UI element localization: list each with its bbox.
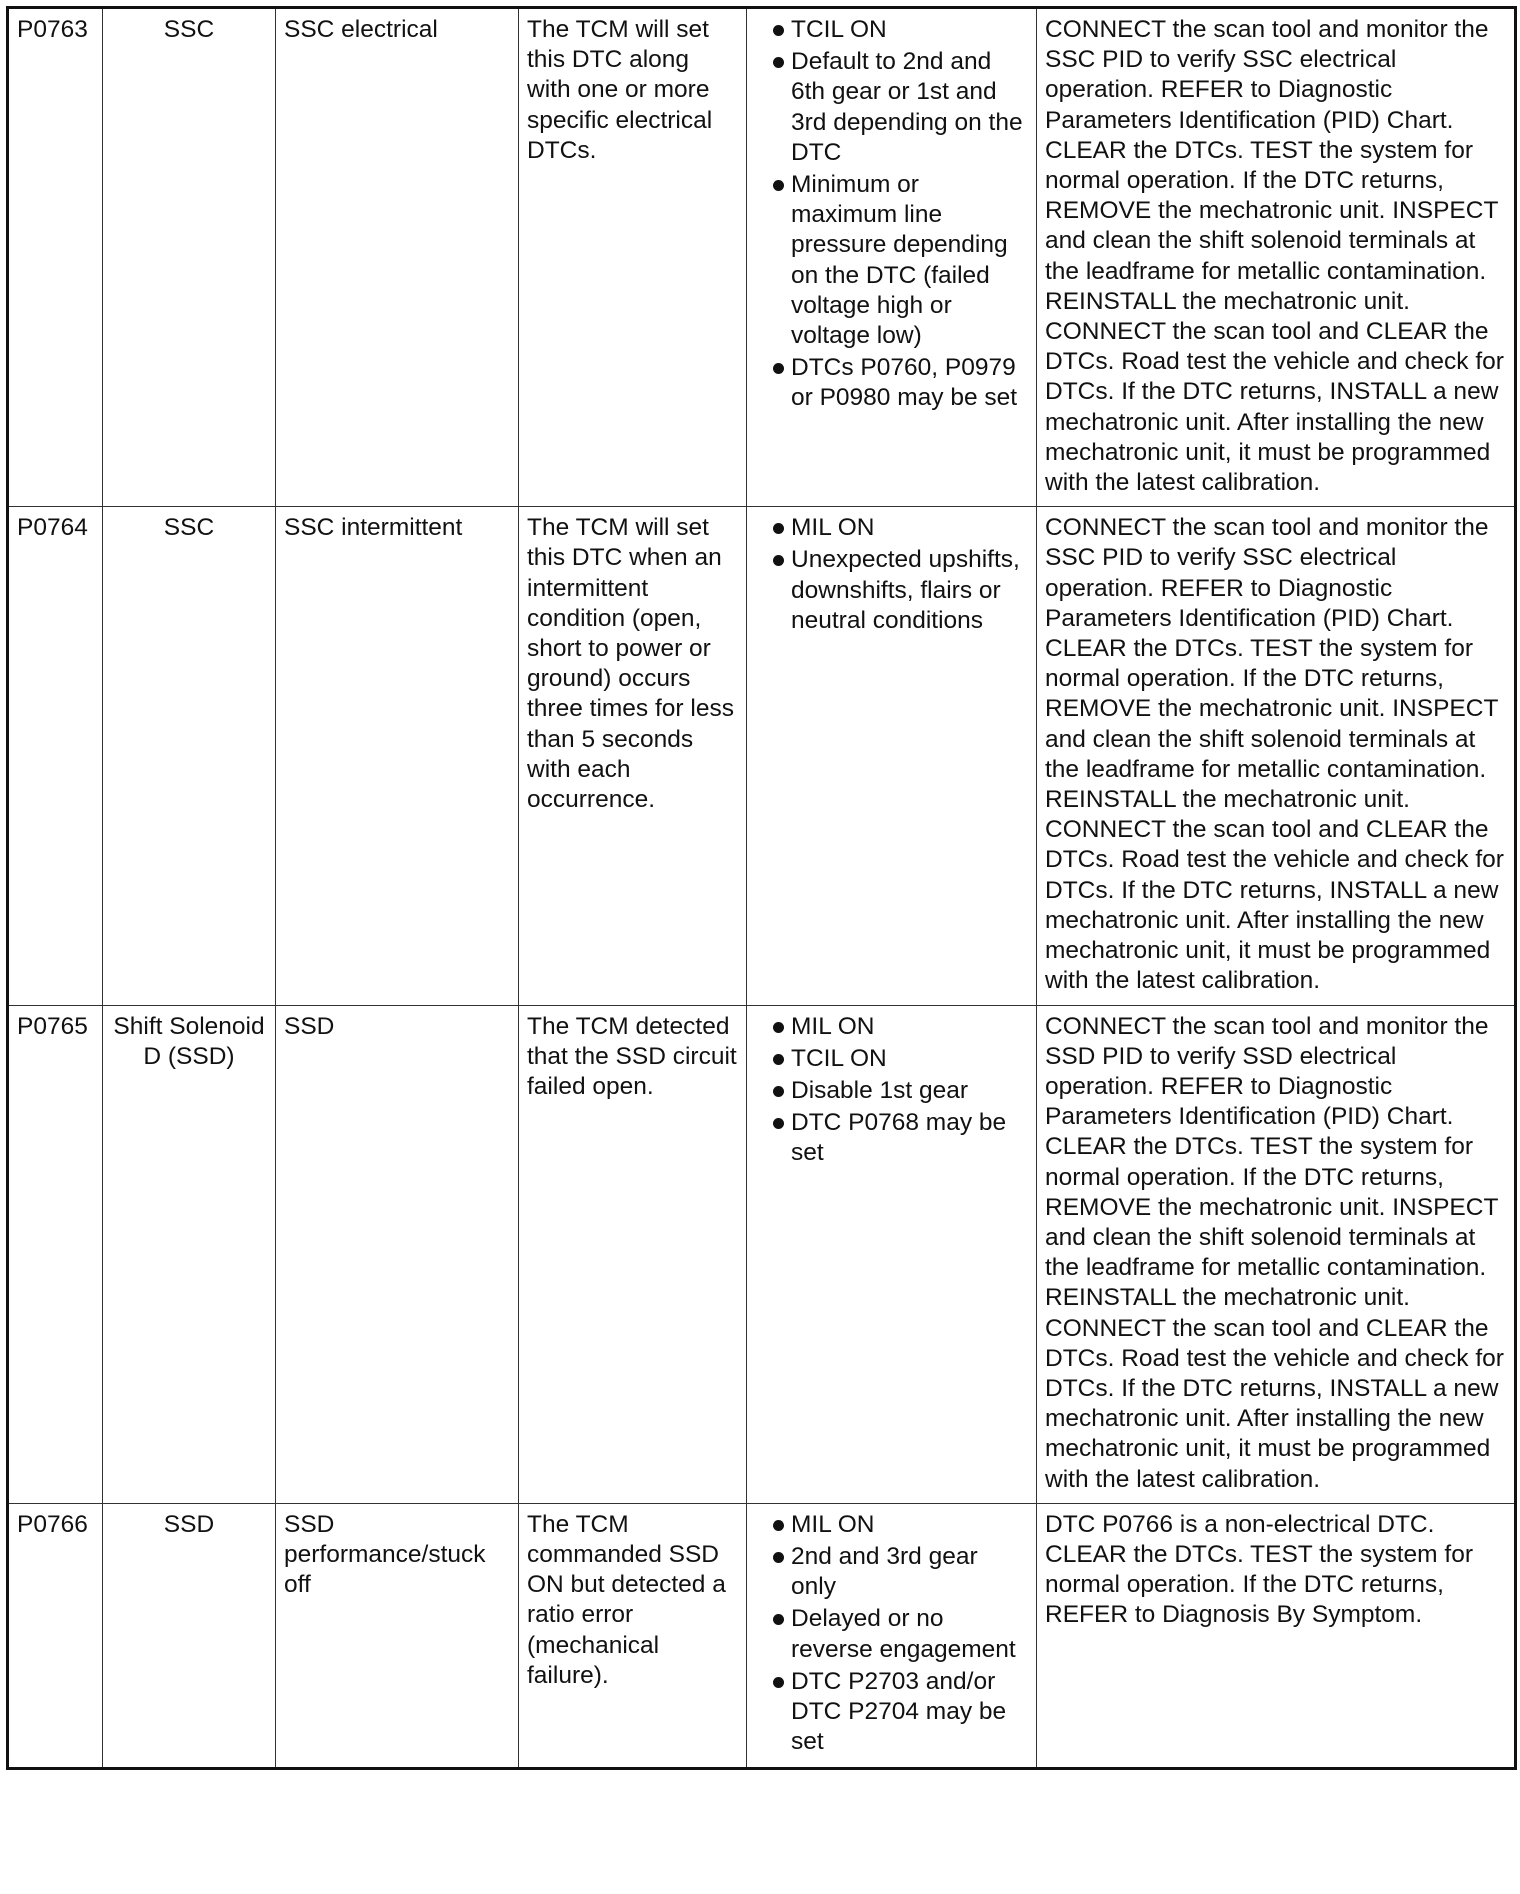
bullet-icon: [773, 1520, 784, 1531]
action: CONNECT the scan tool and monitor the SSC PID to verify SSC electrical operation. REFER to Diagnostic Parameters Identification (PID) Chart. CLEAR the DTCs. TEST the system for normal operation. If the DTC returns, REMOVE the mechatronic unit. INSPECT and clean the shift solenoid terminals at the leadframe for metallic contamination. REINSTALL the mechatronic unit. CONNECT the scan tool and CLEAR the DTCs. Road test the vehicle and check for DTCs. If the DTC returns, INSTALL a new mechatronic unit. After installing the new mechatronic unit, it must be programmed with the latest calibration.: [1037, 8, 1516, 507]
symptom-list: [755, 1012, 1028, 1169]
list-item: [755, 1012, 1028, 1042]
dtc-description: SSD performance/stuck off: [276, 1503, 519, 1769]
list-item: [755, 353, 1028, 413]
symptom-text: Disable 1st gear: [791, 1076, 969, 1104]
list-item: [755, 170, 1028, 351]
table-row: [8, 507, 1516, 1005]
dtc-description: SSC electrical: [276, 8, 519, 507]
list-item: [755, 545, 1028, 636]
dtc-code: P0763: [8, 8, 103, 507]
bullet-icon: [773, 555, 784, 566]
symptom-text: TCIL ON: [791, 16, 887, 43]
list-item: [755, 1108, 1028, 1168]
symptom-text: MIL ON: [791, 1012, 875, 1040]
bullet-icon: [773, 1118, 784, 1129]
bullet-icon: [773, 1086, 784, 1097]
dtc-code: P0764: [8, 507, 103, 1005]
symptoms-cell: [747, 1005, 1037, 1503]
condition: The TCM will set this DTC when an intermittent condition (open, short to power or ground) occurs three times for less than 5 seconds with each occurrence.: [519, 507, 747, 1005]
component: SSC: [103, 8, 276, 507]
table-row: [8, 8, 1516, 507]
symptom-list: [755, 15, 1028, 414]
action: CONNECT the scan tool and monitor the SSD PID to verify SSD electrical operation. REFER to Diagnostic Parameters Identification (PID) Chart. CLEAR the DTCs. TEST the system for normal operation. If the DTC returns, REMOVE the mechatronic unit. INSPECT and clean the shift solenoid terminals at the leadframe for metallic contamination. REINSTALL the mechatronic unit. CONNECT the scan tool and CLEAR the DTCs. Road test the vehicle and check for DTCs. If the DTC returns, INSTALL a new mechatronic unit. After installing the new mechatronic unit, it must be programmed with the latest calibration.: [1037, 1005, 1516, 1503]
bullet-icon: [773, 363, 784, 374]
dtc-code: P0765: [8, 1005, 103, 1503]
component: Shift Solenoid D (SSD): [103, 1005, 276, 1503]
list-item: [755, 1667, 1028, 1758]
list-item: [755, 1044, 1028, 1074]
list-item: [755, 513, 1028, 543]
list-item: [755, 1604, 1028, 1664]
bullet-icon: [773, 1022, 784, 1033]
bullet-icon: [773, 523, 784, 534]
symptoms-cell: [747, 1503, 1037, 1769]
condition: The TCM detected that the SSD circuit failed open.: [519, 1005, 747, 1503]
dtc-description: SSD: [276, 1005, 519, 1503]
dtc-description: SSC intermittent: [276, 507, 519, 1005]
symptom-text: Delayed or no reverse engagement: [791, 1605, 1016, 1663]
bullet-icon: [773, 180, 784, 191]
bullet-icon: [773, 25, 784, 36]
condition: The TCM will set this DTC along with one or more specific electrical DTCs.: [519, 8, 747, 507]
symptoms-cell: [747, 8, 1037, 507]
symptom-list: [755, 1510, 1028, 1758]
list-item: [755, 1542, 1028, 1602]
symptom-text: MIL ON: [791, 514, 875, 542]
condition: The TCM commanded SSD ON but detected a ratio error (mechanical failure).: [519, 1503, 747, 1769]
symptom-text: DTCs P0760, P0979 or P0980 may be set: [791, 354, 1018, 412]
dtc-code: P0766: [8, 1503, 103, 1769]
list-item: [755, 47, 1028, 168]
list-item: [755, 15, 1028, 45]
symptoms-cell: [747, 507, 1037, 1005]
symptom-text: 2nd and 3rd gear only: [791, 1542, 978, 1601]
symptom-text: Minimum or maximum line pressure depending on the DTC (failed voltage high or voltage low): [791, 171, 1008, 350]
symptom-text: TCIL ON: [791, 1044, 887, 1072]
list-item: [755, 1510, 1028, 1540]
symptom-text: DTC P2703 and/or DTC P2704 may be set: [791, 1667, 1007, 1756]
bullet-icon: [773, 1677, 784, 1688]
component: SSC: [103, 507, 276, 1005]
bullet-icon: [773, 57, 784, 68]
symptom-text: Unexpected upshifts, downshifts, flairs or neutral conditions: [791, 546, 1020, 634]
symptom-text: Default to 2nd and 6th gear or 1st and 3rd depending on the DTC: [791, 48, 1023, 166]
action: DTC P0766 is a non-electrical DTC. CLEAR the DTCs. TEST the system for normal operation. If the DTC returns, REFER to Diagnosis By Symptom.: [1037, 1503, 1516, 1769]
bullet-icon: [773, 1552, 784, 1563]
bullet-icon: [773, 1614, 784, 1625]
symptom-text: DTC P0768 may be set: [791, 1109, 1007, 1167]
action: CONNECT the scan tool and monitor the SSC PID to verify SSC electrical operation. REFER to Diagnostic Parameters Identification (PID) Chart. CLEAR the DTCs. TEST the system for normal operation. If the DTC returns, REMOVE the mechatronic unit. INSPECT and clean the shift solenoid terminals at the leadframe for metallic contamination. REINSTALL the mechatronic unit. CONNECT the scan tool and CLEAR the DTCs. Road test the vehicle and check for DTCs. If the DTC returns, INSTALL a new mechatronic unit. After installing the new mechatronic unit, it must be programmed with the latest calibration.: [1037, 507, 1516, 1005]
symptom-list: [755, 513, 1028, 636]
table-row: [8, 1503, 1516, 1769]
list-item: [755, 1076, 1028, 1106]
component: SSD: [103, 1503, 276, 1769]
symptom-text: MIL ON: [791, 1510, 875, 1538]
bullet-icon: [773, 1054, 784, 1065]
table-row: [8, 1005, 1516, 1503]
dtc-table: [6, 6, 1517, 1770]
